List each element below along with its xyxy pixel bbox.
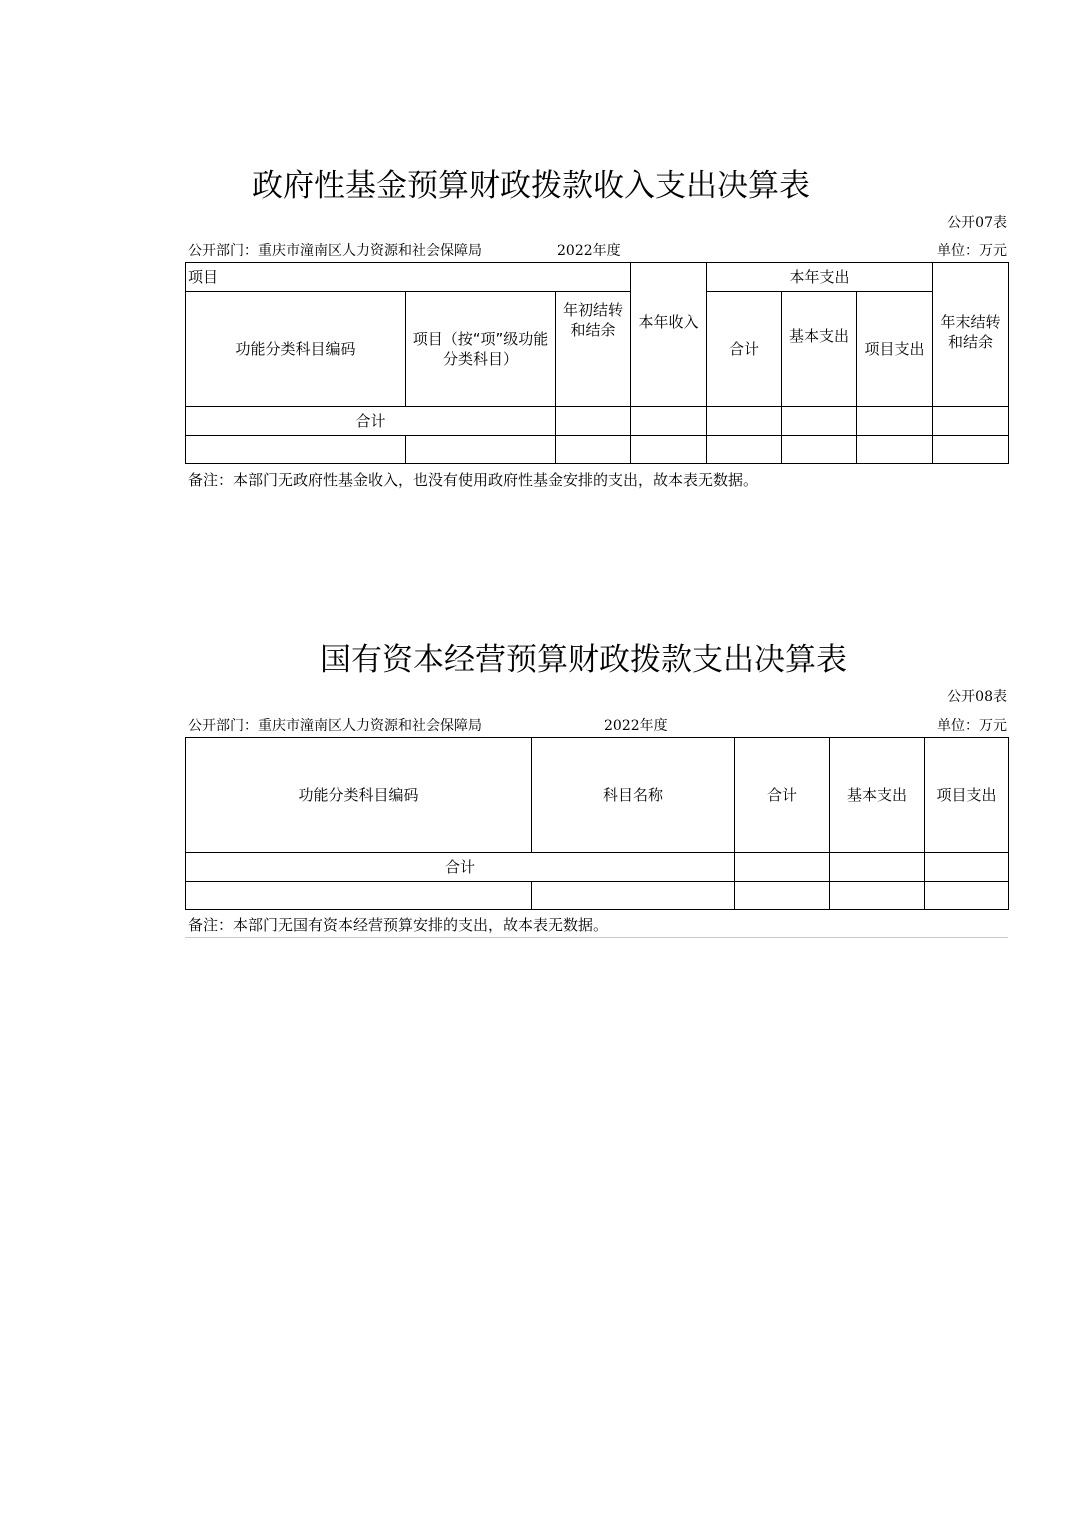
empty-cell <box>933 436 1009 464</box>
empty-cell <box>925 882 1009 910</box>
empty-cell <box>830 882 925 910</box>
header-total: 合计 <box>707 292 782 407</box>
total-cell <box>556 407 631 436</box>
total-cell <box>857 407 933 436</box>
total-cell <box>782 407 857 436</box>
table1-note: 备注：本部门无政府性基金收入，也没有使用政府性基金安排的支出，故本表无数据。 <box>188 471 759 489</box>
header-item-by-class: 项目（按“项”级功能分类科目） <box>406 292 556 407</box>
table1-year: 2022年度 <box>557 243 621 259</box>
table2-grid <box>185 737 1009 910</box>
header-opening-balance: 年初结转和结余 <box>556 292 631 407</box>
header-this-year-expense: 本年支出 <box>707 263 933 292</box>
empty-cell <box>707 436 782 464</box>
empty-cell <box>556 436 631 464</box>
empty-cell <box>735 882 830 910</box>
empty-cell <box>186 882 532 910</box>
table1-number: 公开07表 <box>947 215 1007 231</box>
total-cell <box>631 407 707 436</box>
total-cell <box>925 853 1009 882</box>
total-row-label: 合计 <box>186 853 735 882</box>
total-cell <box>933 407 1009 436</box>
table2-title: 国有资本经营预算财政拨款支出决算表 <box>320 642 847 678</box>
total-cell <box>735 853 830 882</box>
table2-number: 公开08表 <box>947 689 1007 705</box>
header-project: 项目 <box>186 263 631 292</box>
header-closing-balance: 年末结转和结余 <box>933 292 1009 407</box>
table2-unit: 单位：万元 <box>937 718 1007 734</box>
header-func-code: 功能分类科目编码 <box>186 292 406 407</box>
header-project-expense: 项目支出 <box>925 738 1009 853</box>
table2-department: 公开部门：重庆市潼南区人力资源和社会保障局 <box>188 718 482 734</box>
empty-cell <box>782 436 857 464</box>
table1-department: 公开部门：重庆市潼南区人力资源和社会保障局 <box>188 243 482 259</box>
total-row-label: 合计 <box>186 407 556 436</box>
table1-title: 政府性基金预算财政拨款收入支出决算表 <box>252 168 810 204</box>
header-spacer <box>631 263 707 292</box>
empty-cell <box>857 436 933 464</box>
header-this-year-income: 本年收入 <box>631 292 707 407</box>
empty-cell <box>631 436 707 464</box>
header-basic-expense: 基本支出 <box>782 292 857 407</box>
empty-cell <box>186 436 406 464</box>
table2-year: 2022年度 <box>604 718 668 734</box>
divider <box>185 937 1008 938</box>
total-cell <box>830 853 925 882</box>
total-cell <box>707 407 782 436</box>
table1-unit: 单位：万元 <box>937 243 1007 259</box>
header-basic-expense: 基本支出 <box>830 738 925 853</box>
table2-note: 备注：本部门无国有资本经营预算安排的支出，故本表无数据。 <box>188 916 609 934</box>
empty-cell <box>532 882 735 910</box>
header-total: 合计 <box>735 738 830 853</box>
header-func-code: 功能分类科目编码 <box>186 738 532 853</box>
header-subject-name: 科目名称 <box>532 738 735 853</box>
empty-cell <box>406 436 556 464</box>
header-spacer <box>933 263 1009 292</box>
table1-grid <box>185 262 1009 464</box>
header-project-expense: 项目支出 <box>857 292 933 407</box>
